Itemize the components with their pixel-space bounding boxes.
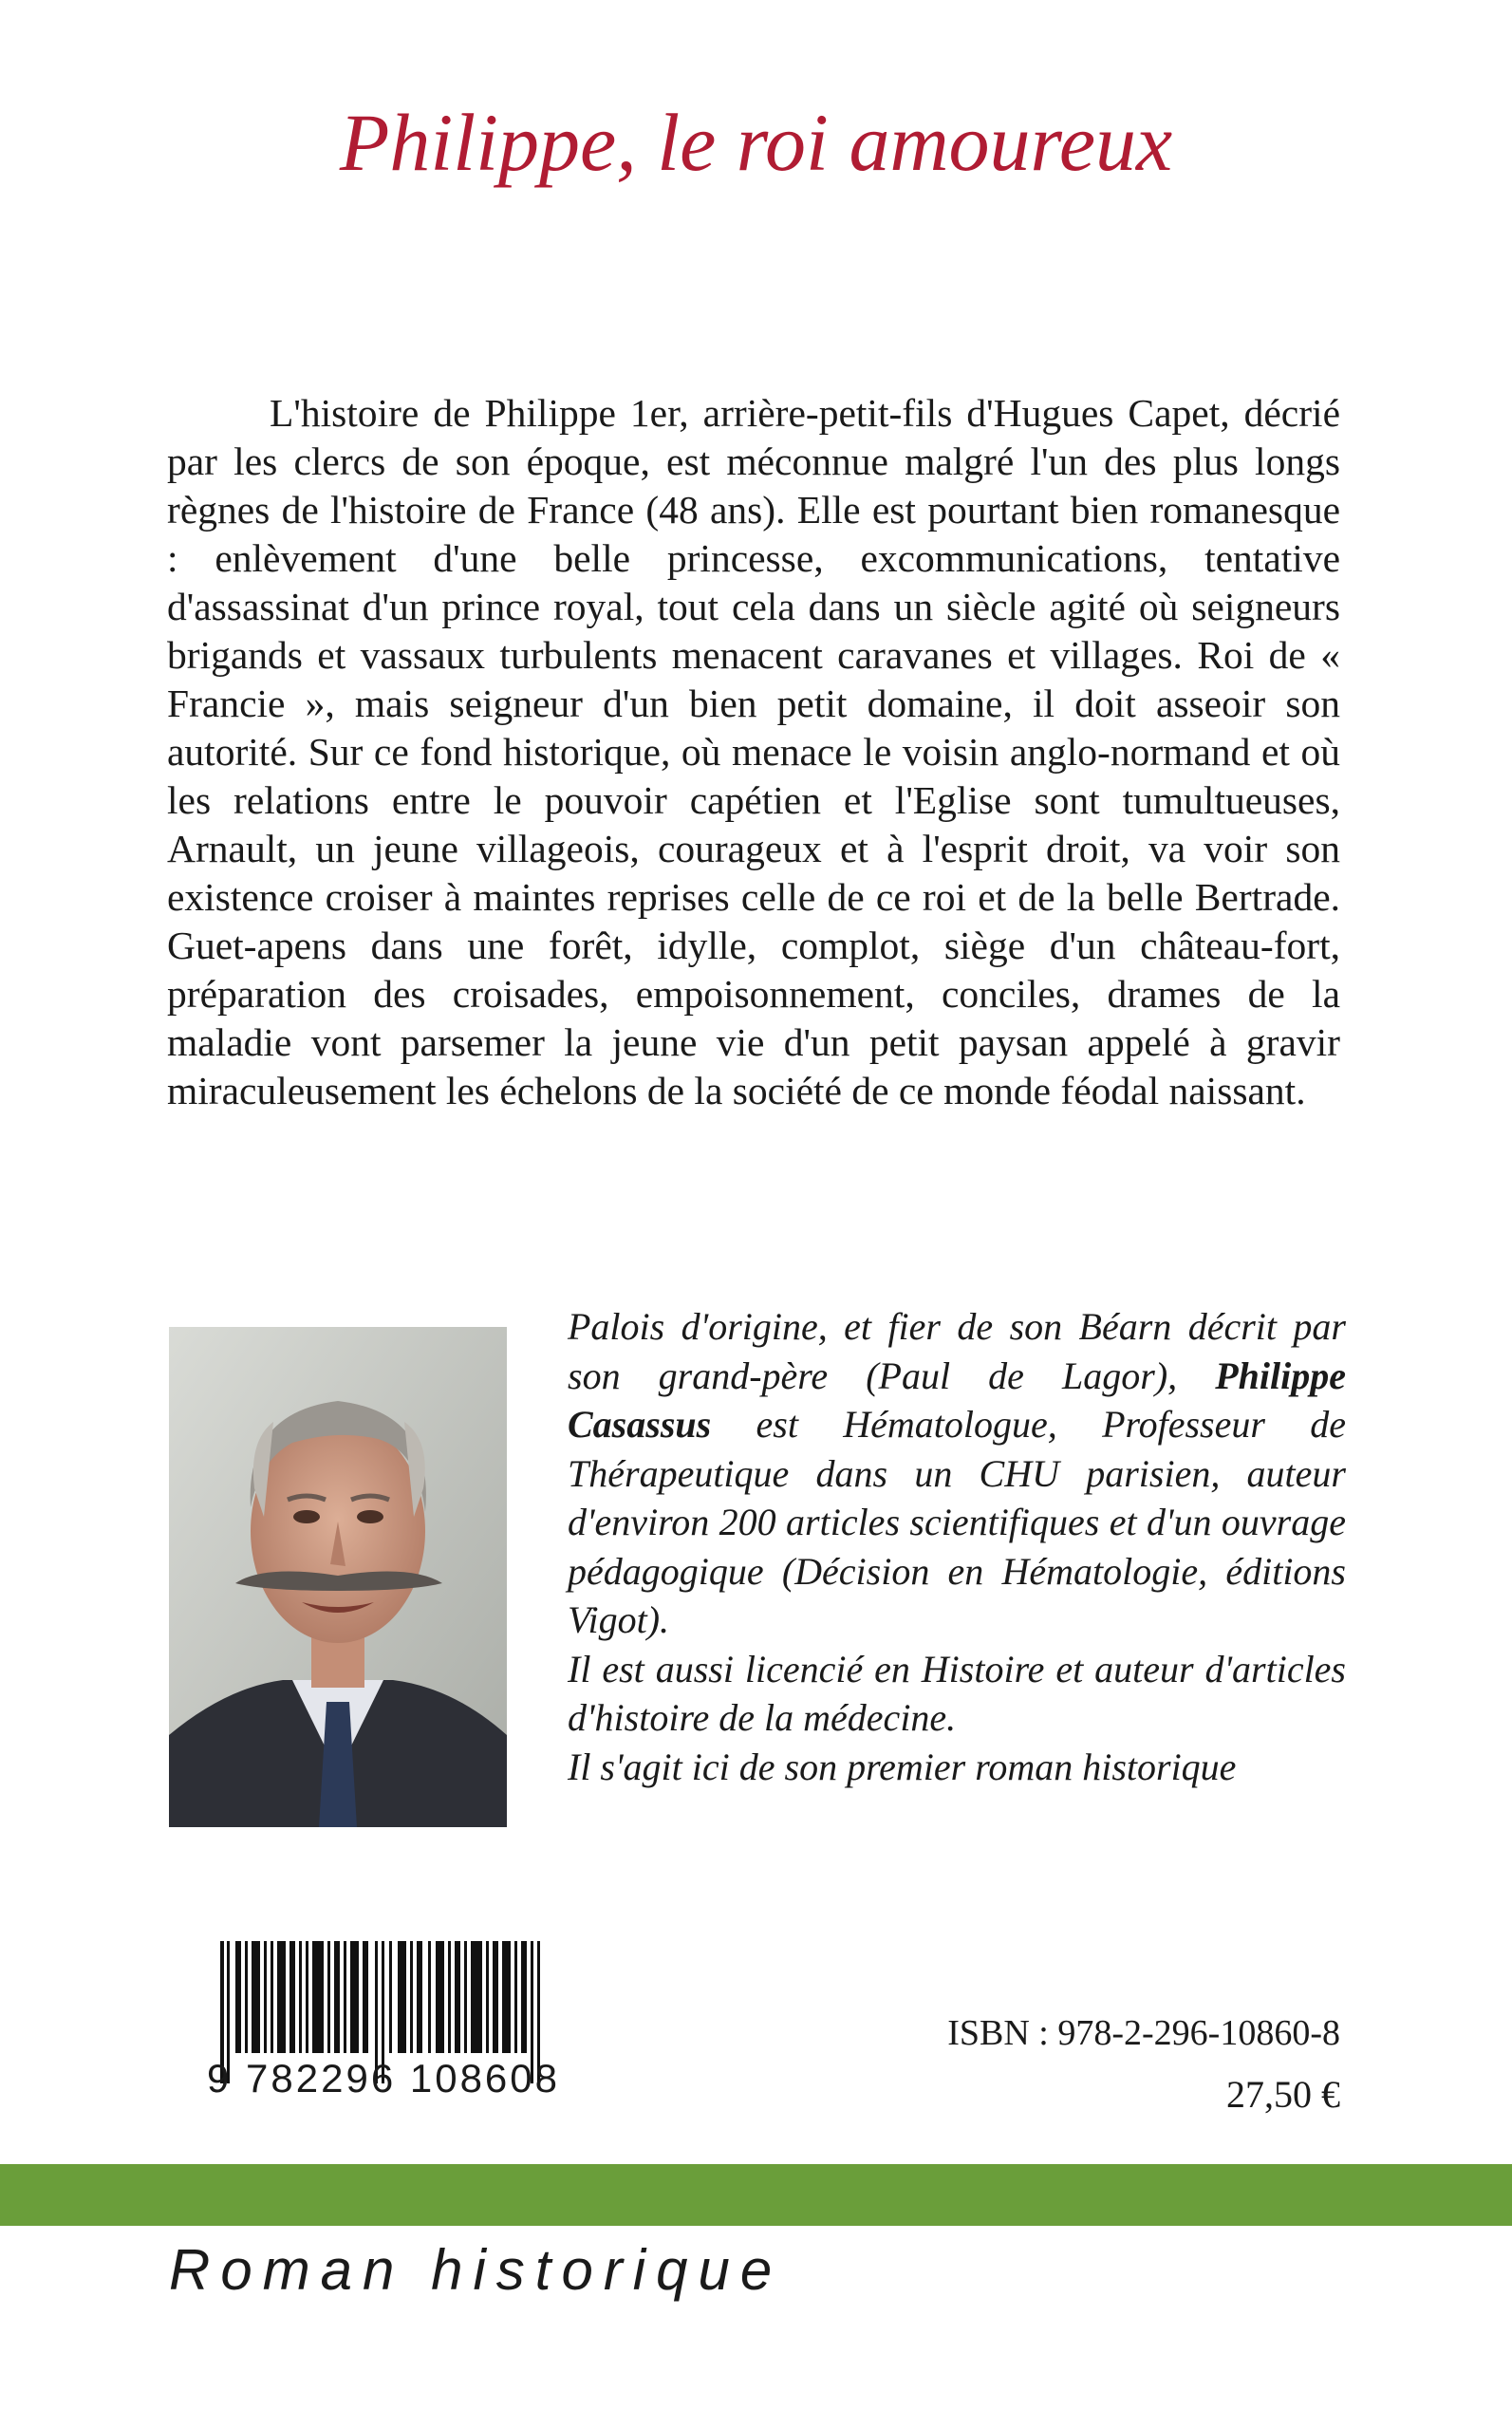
synopsis-text: [167, 389, 1340, 1115]
bio-intro: Palois d'origine, et fier de son Béarn décrit par son grand-père (Paul de Lagor),: [568, 1305, 1346, 1397]
genre-label: Roman historique: [169, 2238, 783, 2302]
author-name: Philippe Casassus: [568, 1354, 1347, 1446]
bio-line-2: Il est aussi licencié en Histoire et auteur d'articles d'histoire de la médecine.: [568, 1647, 1346, 1739]
bio-line-3: Il s'agit ici de son premier roman historique: [568, 1745, 1237, 1788]
bio-rest: est Hématologue, Professeur de Thérapeutique dans un CHU parisien, auteur d'environ 200 articles scientifiques et d'un ouvrage pédagogique (Décision en Hématologie, éditions Vigot).: [568, 1403, 1347, 1641]
author-bio: [568, 1302, 1346, 1791]
synopsis-body: L'histoire de Philippe 1er, arrière-petit-fils d'Hugues Capet, décrié par les clercs de son époque, est méconnue malgré l'un des plus longs règnes de l'histoire de France (48 ans). Elle est pourtant bien romanesque : enlèvement d'une belle princesse, excommunications, tentative d'assassinat d'un prince royal, tout cela dans un siècle agité où seigneurs brigands et vassaux turbulents menacent caravanes et villages. Roi de « Francie », mais seigneur d'un bien petit domaine, il doit asseoir son autorité. Sur ce fond historique, où menace le voisin anglo-normand et où les relations entre le pouvoir capétien et l'Eglise sont tumultueuses, Arnault, un jeune villageois, courageux et à l'esprit droit, va voir son existence croiser à maintes reprises celle de ce roi et de la belle Bertrade. Guet-apens dans une forêt, idylle, complot, siège d'un château-fort, préparation des croisades, empoisonnement, conciles, drames de la maladie vont parsemer la jeune vie d'un petit paysan appelé à gravir miraculeusement les échelons de la société de ce monde féodal naissant.: [167, 391, 1340, 1112]
green-band: [0, 2164, 1512, 2226]
price: 27,50 €: [1226, 2073, 1340, 2116]
author-photo: [169, 1327, 507, 1827]
barcode-digits: 9 782296 108608: [207, 2056, 560, 2101]
isbn: ISBN : 978-2-296-10860-8: [947, 2013, 1340, 2053]
book-title: Philippe, le roi amoureux: [339, 97, 1173, 188]
